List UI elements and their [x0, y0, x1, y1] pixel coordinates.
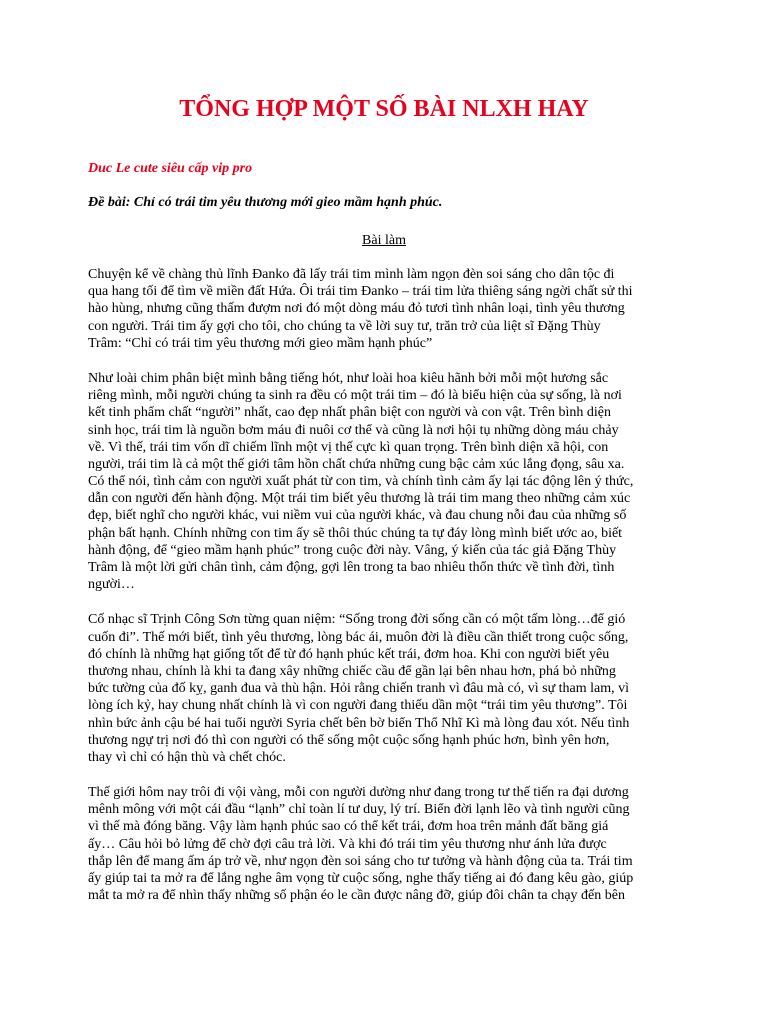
text-line: mắt ta mở ra để nhìn thấy những số phận éo le cần được nâng đỡ, giúp đôi chân ta chạy đến bên	[88, 888, 625, 904]
paragraph	[88, 784, 708, 904]
text-line: đó chính là những hạt giống tốt để từ đó hạnh phúc kết trái, đơm hoa. Khi con người biết yêu	[88, 646, 610, 662]
text-line: con người. Trái tim ấy gợi cho tôi, cho chúng ta về lời suy tư, trăn trở của liệt sĩ Đặng Thùy	[88, 318, 601, 334]
text-line: ấy… Câu hỏi bỏ lửng để chờ đợi câu trả lời. Và khi đó trái tim yêu thương như ánh lửa được	[88, 836, 607, 852]
text-line: hành động, để “gieo mầm hạnh phúc” trong cuộc đời này. Vâng, ý kiến của tác giả Đặng Thùy	[88, 542, 617, 558]
text-line: người…	[88, 577, 135, 593]
text-line: mênh mông với một cái đầu “lạnh” chỉ toàn lí tư duy, lý trí. Biển đời lạnh lẽo và tình người cũng	[88, 802, 630, 818]
text-line: thay vì chỉ có hận thù và chết chóc.	[88, 749, 286, 765]
text-line: Thế giới hôm nay trôi đi vội vàng, mỗi con người dường như đang trong tư thế tiến ra đại dương	[88, 785, 629, 801]
text-line: Chuyện kể về chàng thủ lĩnh Đanko đã lấy trái tim mình làm ngọn đèn soi sáng cho dân tộc đi	[88, 267, 615, 282]
text-line: Có thể nói, tình cảm con người xuất phát từ con tim, và chính tình cảm ấy lại tác động lên ý thức,	[88, 474, 634, 490]
text-line: thắp lên để mang ấm áp trở về, như ngọn đèn soi sáng cho tư tưởng và hành động của ta. Trái tim	[88, 853, 633, 869]
essay-label: Bài làm	[362, 233, 406, 248]
paragraph	[88, 611, 708, 766]
text-line: nhìn bức ảnh cậu bé hai tuổi người Syria chết bên bờ biển Thổ Nhĩ Kì mà lòng đau xót. Nếu tình	[88, 715, 630, 731]
essay-body	[88, 266, 708, 922]
text-line: đẹp, biết nghĩ cho người khác, vui niềm vui của người khác, và đau chung nỗi đau của những số	[88, 508, 627, 524]
text-line: kết tinh phẩm chất “người” nhất, cao đẹp nhất phân biệt con người và con vật. Trên bình diện	[88, 405, 611, 421]
author-line: Duc Le cute siêu cấp vip pro	[88, 161, 253, 176]
text-line: lòng ích kỷ, hay chung nhất chính là vì con người đang thiếu dần một “trái tim yêu thương”. Tôi	[88, 698, 628, 714]
text-line: vì thế mà đóng băng. Vậy làm hạnh phúc sao có thể kết trái, đơm hoa trên mảnh đất băng giá	[88, 819, 609, 835]
paragraph	[88, 266, 708, 352]
text-line: Trâm là một lời gửi chân tình, cảm động, gợi lên trong ta bao nhiêu thổn thức về tình đời, tình	[88, 560, 615, 575]
text-line: thương nhau, chính là khi ta đang xây những chiếc cầu để gần lại bên nhau hơn, phá bỏ những	[88, 663, 616, 679]
text-line: phận bất hạnh. Chính những con tim ấy sẽ thôi thúc chúng ta tự đáy lòng mình biết ước ao, biết	[88, 525, 623, 541]
text-line: bức tường của đố kỵ, ganh đua và thù hận. Hỏi rằng chiến tranh vì đâu mà có, vì sự tham lam, vì	[88, 681, 630, 697]
text-line: Như loài chim phân biệt mình bằng tiếng hót, như loài hoa kiêu hãnh bởi mỗi một hương sắc	[88, 370, 609, 386]
text-line: riêng mình, mỗi người chúng ta sinh ra đều có một trái tim – đó là biểu hiện của sự sống, là nơi	[88, 388, 622, 404]
text-line: ấy giúp tai ta mở ra để lắng nghe âm vọng từ cuộc sống, nghe thấy tiếng ai đó đang kêu gào, giúp	[88, 871, 634, 886]
text-line: hào hùng, nhưng cũng thấm đượm nơi đó một dòng máu đỏ tươi tình nhân loại, tình yêu thương	[88, 301, 625, 317]
text-line: cuốn đi”. Thế mới biết, tình yêu thương, lòng bác ái, muôn đời là điều cần thiết trong cuộc sống,	[88, 629, 629, 645]
essay-prompt: Đề bài: Chỉ có trái tim yêu thương mới gieo mầm hạnh phúc.	[88, 195, 443, 210]
paragraph	[88, 370, 708, 593]
text-line: thương ngự trị nơi đó thì con người có thể sống một cuộc sống hạnh phúc hơn, bình yên hơn,	[88, 732, 610, 748]
text-line: dẫn con người đến hành động. Một trái tim biết yêu thương là trái tim mang theo những cảm xúc	[88, 491, 631, 507]
text-line: người, trái tim là cả một thế giới tâm hồn chất chứa những cung bậc cảm xúc lắng đọng, sâu xa.	[88, 456, 625, 472]
text-line: Trâm: “Chỉ có trái tim yêu thương mới gieo mầm hạnh phúc”	[88, 335, 433, 351]
document-title: TỔNG HỢP MỘT SỐ BÀI NLXH HAY	[179, 96, 589, 122]
text-line: qua hang tối để tìm về miền đất Hứa. Ôi trái tim Đanko – trái tim lửa thiêng sáng ngời chất sử thi	[88, 284, 633, 300]
text-line: Cố nhạc sĩ Trịnh Công Sơn từng quan niệm: “Sống trong đời sống cần có một tấm lòng…để gió	[88, 612, 626, 628]
text-line: về. Vì thế, trái tim vốn dĩ chiếm lĩnh một vị thế cực kì quan trọng. Trên bình diện xã hội, con	[88, 439, 609, 455]
text-line: sinh học, trái tim là nguồn bơm máu đi nuôi cơ thể và cũng là nơi hội tụ những dòng máu chảy	[88, 422, 619, 438]
